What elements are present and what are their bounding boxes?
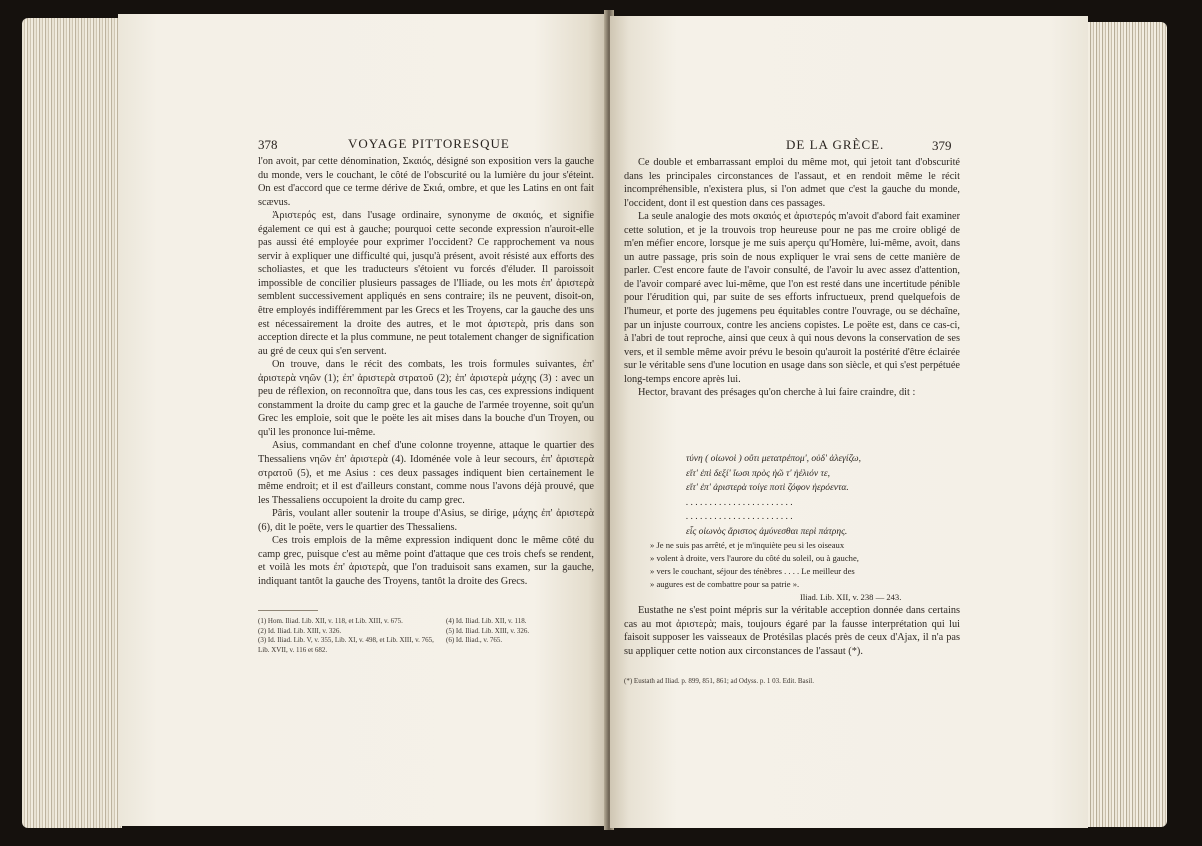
left-page-number: 378 bbox=[258, 137, 278, 152]
right-page-edges bbox=[1085, 22, 1167, 827]
paragraph: Asius, commandant en chef d'une colonne troyenne, attaque le quartier des Thessaliens νηῶν ἐπ' ἀριστερὰ (4). Idoménée vole à leur secours, ἐπ' ἀριστερὰ στρατοῦ (5), et me Asius : ces deux passages indiquent bien certainement le même endroit; et il est d'ailleurs constant, comme nous l'avons déjà prouvé, que les Thessaliens occupoient la droite du camp grec. bbox=[258, 440, 594, 506]
left-footnotes-col2 bbox=[446, 617, 594, 646]
paragraph: Pâris, voulant aller soutenir la troupe d'Asius, se dirige, μάχης ἐπ' ἀριστερὰ (6), dit le poëte, vers le quartier des Thessaliens. bbox=[258, 508, 594, 533]
right-body bbox=[624, 156, 960, 400]
translation-line: » Je ne suis pas arrêté, et je m'inquiète peu si les oiseaux bbox=[650, 540, 845, 550]
translation-line: » vers le couchant, séjour des ténèbres . . . . Le meilleur des bbox=[650, 566, 855, 576]
paragraph: l'on avoit, par cette dénomination, Σκαιός, désigné son exposition vers la gauche du monde, vers le couchant, le côté de l'obscurité ou la lumière du jour s'éteint. On est d'accord que ce terme dérive de Σκιά, ombre, et que les Latins en ont fait scævus. bbox=[258, 156, 594, 208]
paragraph: On trouve, dans le récit des combats, les trois formules suivantes, ἐπ' ἀριστερὰ νηῶν (1); ἐπ' ἀριστερὰ στρατοῦ (2); ἐπ' ἀριστερὰ μάχης (3) : avec un peu de réflexion, on reconnoîtra que, dans tous les cas, ces expressions indiquent constamment la droite du camp grec et la gauche de l'armée troyenne, soit qu'un Grec les emploie, soit que le poëte les ait mises dans la bouche d'un Troyen, ou qu'il les prononce lui-même. bbox=[258, 359, 594, 438]
right-page-number: 379 bbox=[932, 138, 952, 153]
right-footnote: (*) Eustath ad Iliad. p. 899, 851, 861; ad Odyss. p. 1 03. Edit. Basil. bbox=[624, 677, 814, 685]
citation: Iliad. Lib. XII, v. 238 — 243. bbox=[800, 592, 902, 602]
right-closing bbox=[624, 604, 960, 658]
paragraph: La seule analogie des mots σκαιός et ἀριστερός m'avoit d'abord fait examiner cette solution, et je la trouvois trop heureuse pour ne pas me croire obligé de m'en méfier encore, lorsque je me suis aperçu qu'Homère, lui-même, avoit, dans un autre passage, pris soin de nous expliquer le vrai sens de cette manière de parler. C'est encore faute de l'avoir consulté, de l'avoir lu avec assez d'attention, de l'avoir comparé avec lui-même, que l'on est resté dans une incertitude pénible pour l'érudition qui, par suite de ses efforts infructueux, prend quelquefois de l'humeur, et porte des jugemens peu équitables contre l'ouvrage, ou se déchaîne, par un injuste courroux, contre les anciens copistes. Le poëte est, dans ce cas-ci, à l'abri de tout reproche, ainsi que ceux à qui nous devons la conservation de ses vers, et il semble même avoir prévu le besoin qu'auroit la postérité d'être éclairée sur le véritable sens d'une locution en usage dans son siècle, et qui s'est perpétuée long-temps encore après lui. bbox=[624, 211, 960, 385]
translation-line: » volent à droite, vers l'aurore du côté du soleil, ou à gauche, bbox=[650, 553, 859, 563]
verse-line: τύνη ( οἰωνοὶ ) οὔτι μετατρέπομ', οὐδ' ἀλεγίζω, bbox=[686, 454, 861, 464]
verse-line: εἴτ' ἐπ' ἀριστερὰ τοίγε ποτὶ ζόφον ἠερόεντα. bbox=[686, 483, 849, 493]
right-running-head: DE LA GRÈCE. bbox=[786, 137, 885, 152]
footnote-rule bbox=[258, 610, 318, 611]
footnote: (3) Id. Iliad. Lib. V, v. 355, Lib. XI, v. 498, et Lib. XIII, v. 765, Lib. XVII, v. 116 et 682. bbox=[258, 636, 434, 654]
footnote: (4) Id. Iliad. Lib. XII, v. 118. bbox=[446, 617, 527, 625]
left-footnotes-col1 bbox=[258, 617, 438, 655]
paragraph: Eustathe ne s'est point mépris sur la véritable acception donnée dans certains cas au mot ἀριστερὰ; mais, toujours égaré par la fausse interprétation qui lui faisoit supposer les vaisseaux de Protésilas placés près de ceux d'Ajax, il n'a pas su appliquer cette notion aux circonstances de l'assaut (*). bbox=[624, 605, 960, 657]
verse-line: . . . . . . . . . . . . . . . . . . . . . . . bbox=[686, 497, 793, 508]
right-page bbox=[610, 16, 1088, 828]
footnote: (2) Id. Iliad. Lib. XIII, v. 326. bbox=[258, 626, 342, 635]
left-running-head: VOYAGE PITTORESQUE bbox=[348, 136, 510, 151]
left-page bbox=[118, 14, 608, 826]
translation bbox=[650, 539, 960, 591]
greek-verse bbox=[686, 452, 956, 539]
translation-line: » augures est de combattre pour sa patrie ». bbox=[650, 579, 800, 589]
paragraph: Ἀριστερός est, dans l'usage ordinaire, synonyme de σκαιός, et signifie également ce qui est à gauche; pourquoi cette seconde expression n'auroit-elle pas aussi été employée pour exprimer l'occident? Ce rapprochement va nous servir à expliquer une difficulté qui, jusqu'à présent, avoit résisté aux efforts des scholiastes, et que les traducteurs s'étoient vu forcés d'éluder. Il paroissoit impossible de concilier plusieurs passages de l'Iliade, ou les mots ἐπ' ἀριστερὰ semblent successivement appliqués en sens contraire; ils ne peuvent, disoit-on, être employés indifféremment par les Grecs et les Troyens, car la gauche des uns est nécessairement la droite des autres, et le mot ἀριστερὰ, pris dans son acception directe et la plus commune, ne peut totalement changer de signification au gré de ceux qui s'en servent. bbox=[258, 210, 594, 357]
verse-line: εἷς οἰωνὸς ἄριστος ἀμύνεσθαι περὶ πάτρης. bbox=[686, 526, 848, 537]
paragraph: Ces trois emplois de la même expression indiquent donc le même côté du camp grec, puisque c'est au même point d'attaque que ces trois chefs se rendent, et voilà les mots ἐπ' ἀριστερὰ, que l'on traduisoit sans examen, sur la gauche, indiquant tantôt la gauche des Troyens, tantôt la droite des Grecs. bbox=[258, 535, 594, 587]
left-page-edges bbox=[22, 18, 122, 828]
verse-line: . . . . . . . . . . . . . . . . . . . . . . . bbox=[686, 512, 793, 522]
verse-line: εἴτ' ἐπὶ δεξί' ἴωσι πρὸς ἠῶ τ' ἠέλιόν τε, bbox=[686, 468, 830, 479]
footnote: (1) Hom. Iliad. Lib. XII, v. 118, et Lib. XIII, v. 675. bbox=[258, 617, 403, 625]
footnote: (6) Id. Iliad., v. 765. bbox=[446, 636, 503, 644]
paragraph: Hector, bravant des présages qu'on cherche à lui faire craindre, dit : bbox=[638, 387, 916, 399]
footnote: (5) Id. Iliad. Lib. XIII, v. 326. bbox=[446, 626, 530, 635]
left-body bbox=[258, 155, 594, 589]
paragraph: Ce double et embarrassant emploi du même mot, qui jetoit tant d'obscurité dans les principales circonstances de l'assaut, et en rendoit même le récit incompréhensible, n'existera plus, si l'on admet que c'est la gauche du monde, l'occident, dont il est question dans ces passages. bbox=[624, 157, 960, 209]
